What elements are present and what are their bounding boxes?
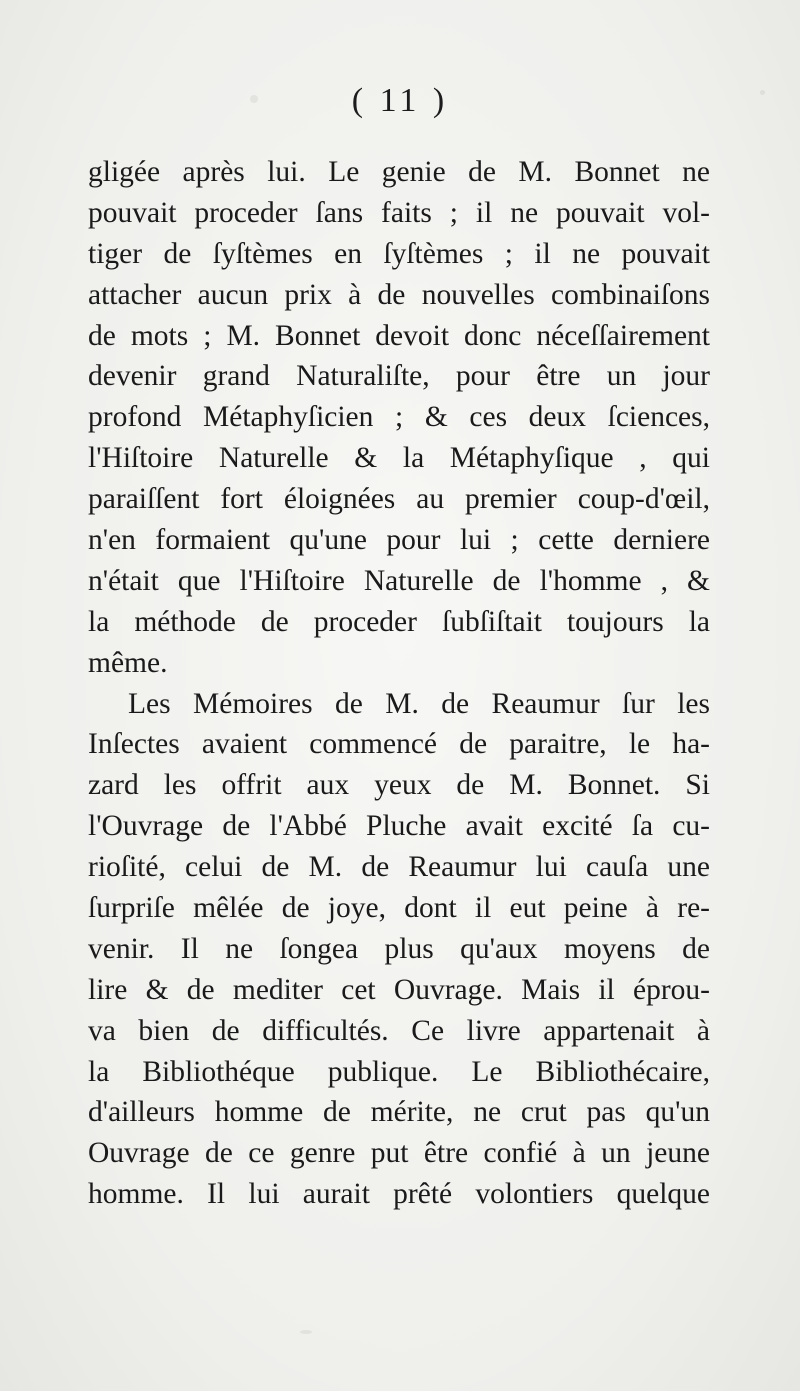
text-line: gligée après lui. Le genie de M. Bonnet ne — [88, 156, 710, 188]
text-line: Ouvrage de ce genre put être confié à un jeune — [88, 1137, 710, 1170]
text-line: d'ailleurs homme de mérite, ne crut pas qu'un — [88, 1096, 710, 1129]
text-line: attacher aucun prix à de nouvelles combinaiſons — [88, 278, 710, 311]
text-line: pouvait proceder ſans faits ; il ne pouvait vol- — [88, 196, 710, 229]
text-line: va bien de difficultés. Ce livre appartenait à — [88, 1014, 710, 1047]
text-line: homme. Il lui aurait prêté volontiers quelque — [88, 1178, 710, 1211]
page-number: ( 11 ) — [351, 82, 449, 119]
text-line: paraiſſent fort éloignées au premier coup-d'œil, — [88, 483, 710, 516]
text-line: tiger de ſyſtèmes en ſyſtèmes ; il ne pouvait — [88, 237, 710, 270]
body-text — [88, 152, 710, 1215]
text-line: rioſité, celui de M. de Reaumur lui cauſa une — [88, 851, 710, 884]
text-line: ſurpriſe mêlée de joye, dont il eut peine à re- — [88, 892, 710, 925]
ink-smudge — [300, 1330, 312, 1334]
text-line: l'Hiſtoire Naturelle & la Métaphyſique , qui — [88, 442, 710, 475]
text-line: la Bibliothéque publique. Le Bibliothécaire, — [88, 1055, 710, 1088]
text-line: n'était que l'Hiſtoire Naturelle de l'homme , & — [88, 564, 710, 597]
text-line: de mots ; M. Bonnet devoit donc néceſſairement — [88, 319, 710, 352]
text-line: la méthode de proceder ſubſiſtait toujours la — [88, 605, 710, 638]
text-line: lire & de mediter cet Ouvrage. Mais il éprou- — [88, 973, 710, 1006]
text-line: devenir grand Naturaliſte, pour être un jour — [88, 360, 710, 393]
text-line: Inſectes avaient commencé de paraitre, le ha- — [88, 728, 710, 761]
text-line: même. — [88, 646, 168, 679]
text-line: venir. Il ne ſongea plus qu'aux moyens de — [88, 932, 710, 965]
text-line: l'Ouvrage de l'Abbé Pluche avait excité ſa cu- — [88, 810, 710, 843]
text-line: zard les offrit aux yeux de M. Bonnet. Si — [88, 769, 710, 802]
text-line: profond Métaphyſicien ; & ces deux ſciences, — [88, 401, 710, 434]
text-line: n'en formaient qu'une pour lui ; cette derniere — [88, 524, 710, 557]
text-line: Les Mémoires de M. de Reaumur ſur les — [128, 687, 710, 720]
